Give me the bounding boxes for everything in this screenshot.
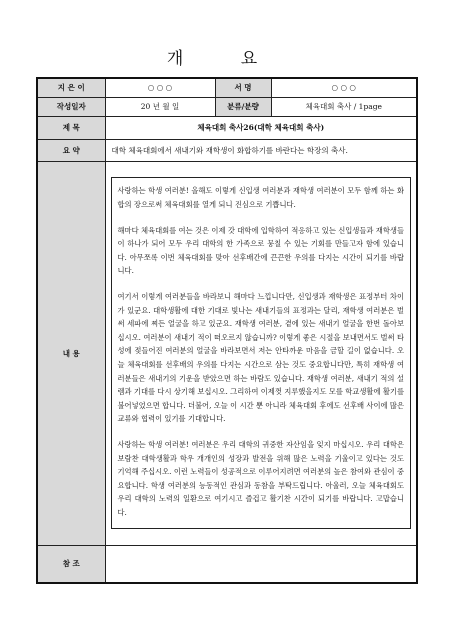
summary-value: 대학 체육대회에서 새내기와 재학생이 화합하기를 바란다는 학장의 축사. xyxy=(105,139,417,161)
category-value: 체육대회 축사 / 1page xyxy=(271,97,417,116)
category-label: 분류/분량 xyxy=(215,97,271,116)
subject-value: 체육대회 축사26(대학 체육대회 축사) xyxy=(105,116,417,139)
signature-value: ○ ○ ○ xyxy=(271,78,417,97)
document-form xyxy=(36,77,418,584)
reference-row xyxy=(37,545,417,583)
content-paragraph: 여기서 이렇게 여러분들을 바라보니 해마다 느낍니다만, 신입생과 재학생은 표정부터 차이가 있군요. 대학생활에 대한 기대로 빛나는 새내기들의 표정과는 달리, 재학생 여러분은 벌써 세파에 찌든 얼굴을 하고 있군요. 재학생 여러분, 곁에 있는 새내기 얼굴을 한번 돌아보십시오. 여러분이 새내기 적이 떠오르지 않습니까? 이렇게 좋은 시절을 보내면서도 벌써 타성에 젖들어진 여러분의 얼굴을 바라보면서 저는 안타까운 마음을 금할 길이 없습니다. 오늘 체육대회를 선후배의 우의를 다지는 시간으로 삼는 것도 중요합니다만, 특히 재학생 여러분들은 새내기의 기운을 받았으면 하는 바람도 있습니다. 재학생 여러분, 새내기 적의 설렘과 기대를 다시 상기해 보십시오. 그리하여 이제껏 지루했을지도 모를 학교생활에 활기를 불어넣었으면 합니다. 더불어, 오늘 이 시간 뿐 아니라 체육대회 후에도 선후배 사이에 많은 교류와 협력이 있기를 기대합니다. xyxy=(117,292,404,424)
content-paragraph: 사랑하는 학생 여러분! 올해도 이렇게 신입생 여러분과 재학생 여러분이 모두 함께 하는 화합의 장으로써 체육대회를 열게 되니 진심으로 기쁩니다. xyxy=(117,186,404,210)
date-value: 20 년 월 일 xyxy=(105,97,215,116)
content-paragraph: 사랑하는 학생 여러분! 여러분은 우리 대학의 귀중한 자산임을 잊지 마십시오. 우리 대학은 보람찬 대학생활과 학우 개개인의 성장과 발전을 위해 많은 노력을 기울이고 있다는 것도 기억해 주십시오. 이런 노력들이 성공적으로 이루어지려면 여러분의 높은 참여와 관심이 중요합니다. 학생 여러분의 능동적인 관심과 동참을 부탁드립니다. 아울러, 오늘 체육대회도 우리 대학의 노력의 일환으로 여기시고 즐겁고 활기찬 시간이 되기를 바랍니다. 고맙습니다. xyxy=(117,439,404,517)
content-row xyxy=(37,161,417,545)
author-label: 지 은 이 xyxy=(37,78,105,97)
signature-label: 서 명 xyxy=(215,78,271,97)
reference-label: 참 조 xyxy=(37,545,105,583)
subject-row xyxy=(37,116,417,139)
date-label: 작성일자 xyxy=(37,97,105,116)
summary-row xyxy=(37,139,417,161)
reference-value xyxy=(105,545,417,583)
subject-label: 제 목 xyxy=(37,116,105,139)
date-row xyxy=(37,97,417,116)
author-value: ○ ○ ○ xyxy=(105,78,215,97)
content-box xyxy=(111,177,412,528)
content-label: 내 용 xyxy=(37,161,105,545)
author-row xyxy=(37,78,417,97)
content-cell xyxy=(105,161,417,545)
content-paragraph: 해마다 체육대회를 여는 것은 이제 갓 대학에 입학하여 적응하고 있는 신입생들과 재학생들이 하나가 되어 모두 우리 대학의 한 가족으로 뭉칠 수 있는 기회를 만들고자 함에 있습니다. 아무쪼록 이번 체육대회를 맞아 선후배간에 끈끈한 우의를 다지는 시간이 되기를 바랍니다. xyxy=(117,225,404,276)
document-title: 개 요 xyxy=(166,49,284,69)
summary-label: 요 약 xyxy=(37,139,105,161)
